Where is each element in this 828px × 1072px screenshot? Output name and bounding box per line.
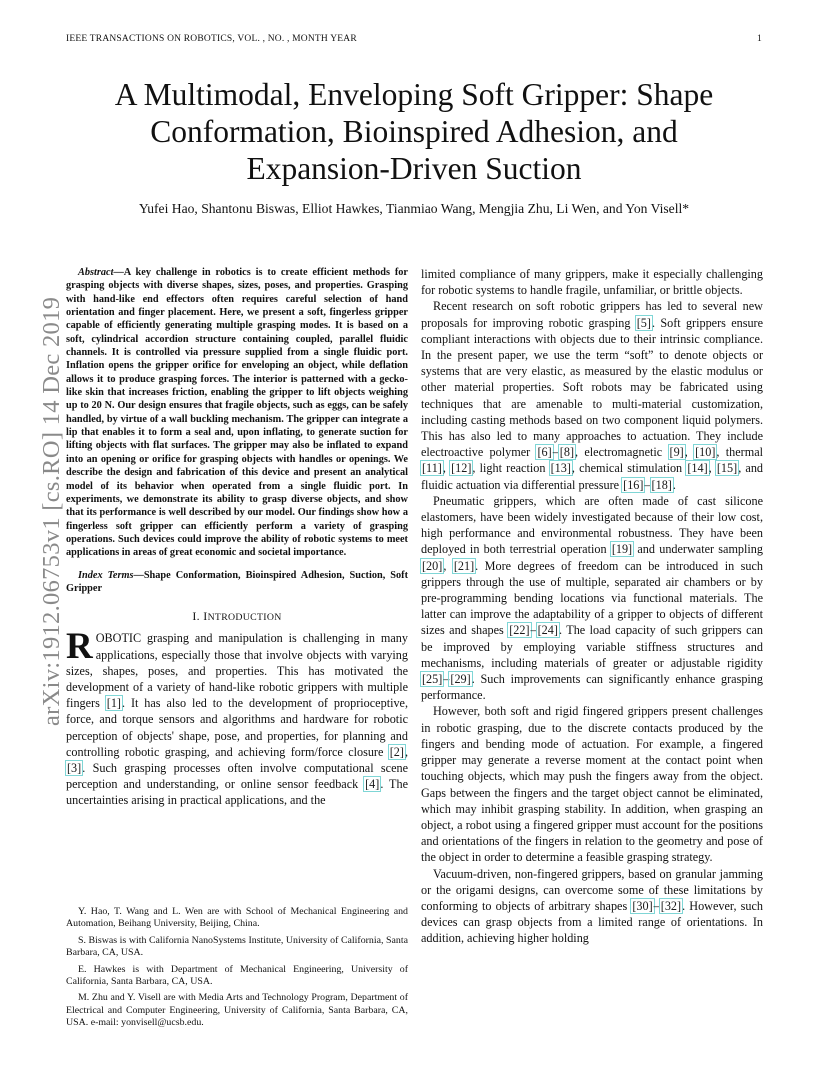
index-terms xyxy=(66,569,408,596)
citation-link[interactable]: [10] xyxy=(695,445,716,460)
arxiv-watermark: arXiv:1912.06753v1 [cs.RO] 14 Dec 2019 xyxy=(38,296,65,726)
index-terms-label: Index Terms xyxy=(78,569,134,581)
title-line-2: Conformation, Bioinspired Adhesion, and xyxy=(150,114,678,149)
running-header xyxy=(66,34,762,48)
title-line-1: A Multimodal, Enveloping Soft Gripper: Shape xyxy=(114,77,714,112)
drop-cap: R xyxy=(66,626,93,668)
footnote: E. Hawkes is with Department of Mechanical Engineering, University of California, Santa Barbara, CA, USA. xyxy=(66,963,408,988)
citation-link[interactable]: [12] xyxy=(451,461,472,476)
index-terms-text: —Shape Conformation, Bioinspired Adhesion, Suction, Soft Gripper xyxy=(66,569,408,594)
citation-link[interactable]: [4] xyxy=(365,777,380,792)
citation-link[interactable]: [25] xyxy=(422,672,443,687)
citation-link[interactable]: [16] xyxy=(623,477,644,492)
abstract xyxy=(66,266,408,560)
citation-link[interactable]: [9] xyxy=(669,445,684,460)
citation-link[interactable]: [15] xyxy=(716,461,738,476)
left-column xyxy=(66,266,408,809)
citation-link[interactable]: [29] xyxy=(450,672,471,687)
footnote: M. Zhu and Y. Visell are with Media Arts and Technology Program, Department of Electrical and Computer Engineering, University of California, Santa Barbara, CA, USA. e-mail: yonvisell@ucsb.edu. xyxy=(66,992,408,1029)
citation-link[interactable]: [32] xyxy=(660,898,682,913)
paper-title xyxy=(70,76,758,187)
citation-link[interactable]: [3] xyxy=(67,761,82,776)
citation-link[interactable]: [2] xyxy=(389,744,404,759)
abstract-text: —A key challenge in robotics is to create efficient methods for grasping objects with diverse shapes, sizes, poses, and properties. Grasping with hand-like end effectors often requires careful selection of hand orientation and finger placement. Here, we present a soft, fingerless gripper capable of efficiently generating multiple grasping modes. It is based on a soft, cylindrical accordion structure containing coupled, parallel fluidic channels. It is controlled via pressure supplied from a single fluidic port. Inflation opens the gripper orifice for enveloping an object, while deflation allows it to produce grasping forces. The interior is patterned with a gecko-like skin that increases friction, enabling the gripper to lift objects weighing up to 20 N. Our design ensures that fragile objects, such as eggs, can be safely handled, by virtue of a wall buckling mechanism. The gripper can integrate a lip that enables it to form a seal and, upon inflating, to generate suction for lifting objects with flat surfaces. The gripper may also be inflated to expand into an opening or orifice for grasping objects with handles or openings. We describe the design and fabrication of this device and present an analytical model of its behavior when operated from a single fluidic port. In experiments, we demonstrate its ability to grasp diverse objects, and show that its performance is well described by our model. Our findings show how a fingerless soft gripper can efficiently perform a variety of grasping operations. Such devices could improve the ability of robotic systems to meet applications in areas of great economic and societal importance. xyxy=(66,267,408,559)
citation-link[interactable]: [24] xyxy=(537,623,558,638)
body-paragraph: Vacuum-driven, non-fingered grippers, based on granular jamming or the origami designs, can overcome some of these limitations by conforming to objects of arbitrary shapes [30]–[32]. However, such devices can grasp objects from a limited range of orientations. In addition, achieving higher holding xyxy=(421,866,763,946)
citation-link[interactable]: [5] xyxy=(636,315,651,330)
citation-link[interactable]: [30] xyxy=(632,898,653,913)
title-line-3: Expansion-Driven Suction xyxy=(246,151,582,186)
citation-link[interactable]: [8] xyxy=(559,445,575,460)
body-paragraph: Pneumatic grippers, which are often made of cast silicone elastomers, have been widely investigated because of their low cost, high performance and environmental robustness. They have been deployed in both terrestrial operation [19] and underwater sampling [20], [21]. More degrees of freedom can be introduced in such grippers through the use of multiple, separated air chambers or by pre-programming bending locations via functional materials. The latter can improve the adaptability of a gripper to objects of different sizes and shapes [22]–[24]. The load capacity of such grippers can be improved by employing variable stiffness structures and mechanisms, including materials of greater or adjustable rigidity [25]–[29]. Such improvements can significantly enhance grasping performance. xyxy=(421,493,764,703)
body-paragraph: Recent research on soft robotic grippers has led to several new proposals for improving robotic grasping [5]. Soft grippers ensure compliant interactions with objects due to their intrinsic compliance. In the present paper, we use the term “soft” to denote objects or systems that are very elastic, as measured by the elastic modulus or other material properties. Soft robots may be fabricated using techniques that are amenable to multi-material customization, including casting methods based on two component liquid polymers. This has also led to many approaches to actuation. They include electroactive polymer [6]–[8], electromagnetic [9], [10], thermal [11], [12], light reaction [13], chemical stimulation [14], [15], and fluidic actuation via differential pressure [16]–[18]. xyxy=(421,299,764,492)
citation-link[interactable]: [21] xyxy=(453,558,475,573)
affiliation-footnotes xyxy=(66,906,408,1034)
citation-link[interactable]: [1] xyxy=(106,696,121,711)
right-column xyxy=(421,266,763,947)
citation-link[interactable]: [14] xyxy=(687,461,708,476)
page-number: 1 xyxy=(757,34,762,44)
footnote: S. Biswas is with California NanoSystems Institute, University of California, Santa Barbara, CA, USA. xyxy=(66,934,408,959)
citation-link[interactable]: [18] xyxy=(651,477,672,492)
citation-link[interactable]: [11] xyxy=(422,461,442,476)
intro-paragraph: ROBOTIC grasping and manipulation is challenging in many applications, especially those that involve objects with varying sizes, shapes, poses, and properties. This has motivated the development of a variety of hand-like robotic grippers with multiple fingers [1]. It has also led to the development of proprioceptive, force, and torque sensors and algorithms and hardware for robotic perception of objects' shape, pose, and properties, for planning and controlling robotic grasping, and achieving form/force closure [2], [3]. Such grasping processes often involve computational scene perception and understanding, or online sensor feedback [4]. The uncertainties arising in practical applications, and the xyxy=(66,626,409,808)
author-list: Yufei Hao, Shantonu Biswas, Elliot Hawkes, Tianmiao Wang, Mengjia Zhu, Li Wen, and Yon Visell* xyxy=(138,201,690,216)
citation-link[interactable]: [22] xyxy=(509,623,530,638)
running-title: IEEE TRANSACTIONS ON ROBOTICS, VOL. , NO. , MONTH YEAR xyxy=(66,34,357,44)
citation-link[interactable]: [20] xyxy=(422,558,443,573)
footnote: Y. Hao, T. Wang and L. Wen are with School of Mechanical Engineering and Automation, Beihang University, Beijing, China. xyxy=(66,906,408,930)
abstract-label: Abstract xyxy=(78,267,114,278)
section-heading-introduction: I. INTRODUCTION xyxy=(192,609,282,624)
citation-link[interactable]: [13] xyxy=(550,461,571,476)
body-paragraph: However, both soft and rigid fingered grippers present challenges in robotic grasping, due to the discrete contacts produced by the fingers and bending mode of actuation. For example, a fingered gripper may generate a reverse moment at the contact point when touching objects, which may push the fingers away from the object. Gaps between the fingers and the target object cannot be eliminated, which may inhibit grasping stability. In addition, when grasping an object, a robot using a fingered gripper must account for the positions and orientations of the fingers in relation to the geometry and pose of the object in order to determine a feasible grasping strategy. xyxy=(421,704,763,865)
citation-link[interactable]: [6] xyxy=(537,445,552,460)
body-paragraph: limited compliance of many grippers, make it especially challenging for robotic systems to handle fragile, unfamiliar, or brittle objects. xyxy=(421,267,763,298)
citation-link[interactable]: [19] xyxy=(611,542,633,557)
